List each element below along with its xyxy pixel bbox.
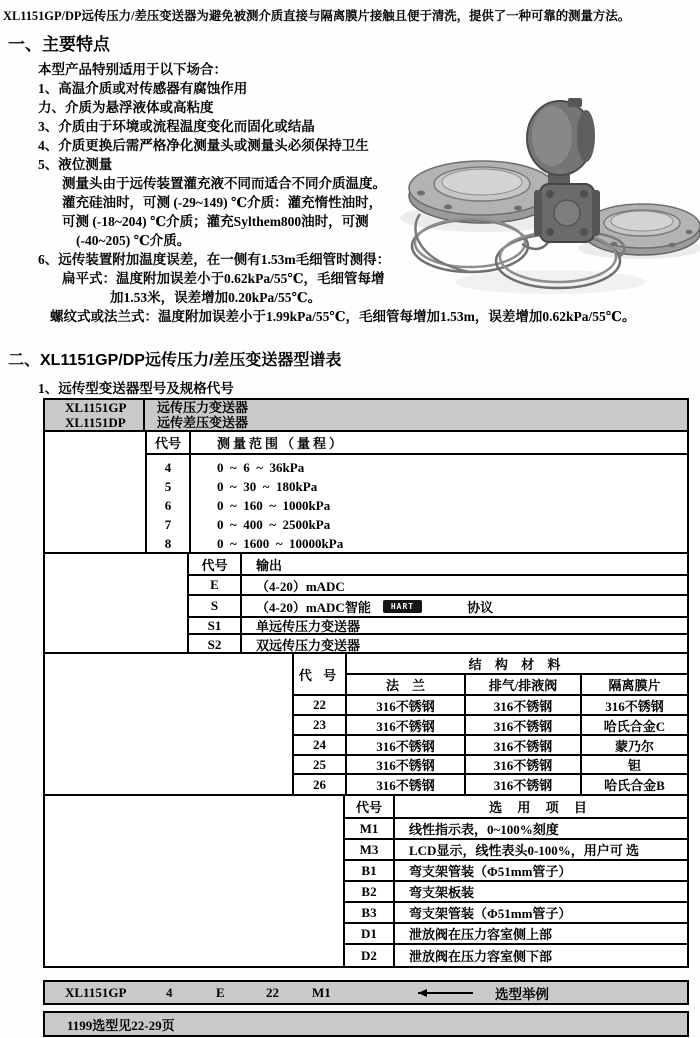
feature-line: 测量头由于远传装置灌充液不同而适合不同介质温度。: [62, 176, 386, 191]
options-spacer-cell: [45, 796, 345, 966]
range-value: 0 ~ 6 ~ 36kPa: [217, 460, 305, 475]
range-code: 8: [164, 536, 172, 551]
output-code-header: 代号: [189, 554, 240, 576]
output-code: E: [189, 576, 240, 596]
materials-diaphragm: 哈氏合金B: [604, 778, 665, 793]
feature-line: 可测 (-18~204) ℃介质；灌充Sylthem800油时，可测: [62, 214, 369, 229]
option-value: 线性指示表，0~100%刻度: [395, 819, 687, 840]
output-code: S2: [207, 636, 222, 652]
range-codes: [147, 455, 189, 553]
example-row: [43, 980, 689, 1005]
options-band: [43, 794, 689, 968]
materials-col-valve: 排气/排液阀: [466, 675, 582, 696]
materials-code: 23: [294, 716, 347, 736]
option-value: 泄放阀在压力容室侧上部: [395, 924, 687, 945]
section2-subtitle: 1、远传型变送器型号及规格代号: [38, 381, 234, 396]
materials-valve: 316不锈钢: [466, 775, 582, 794]
output-band: [43, 552, 689, 654]
example-output-code: E: [216, 984, 225, 1000]
model-codes: [45, 400, 145, 430]
materials-code: 26: [294, 775, 347, 794]
options-header: 选 用 项 目: [395, 796, 687, 819]
model-spec-table: [43, 398, 689, 968]
feature-line: (-40~205) ℃介质。: [76, 233, 191, 248]
model-code-gp: XL1151GP: [65, 400, 127, 415]
range-value: 0 ~ 30 ~ 180kPa: [217, 479, 318, 494]
output-value: 单远传压力变送器: [240, 618, 687, 635]
feature-line: 5、液位测量: [38, 157, 113, 172]
output-code: S1: [189, 618, 240, 635]
range-values: [189, 455, 687, 553]
option-value: 弯支架管装（Φ51mm管子）: [395, 861, 687, 882]
range-code: 6: [164, 498, 172, 513]
materials-valve: 316不锈钢: [466, 696, 582, 716]
footer-note: [43, 1011, 689, 1037]
product-photo: [390, 96, 700, 304]
feature-line: 灌充硅油时，可测 (-29~149) ℃介质：灌充惰性油时，: [62, 195, 383, 210]
range-value: 0 ~ 1600 ~ 10000kPa: [217, 536, 344, 551]
range-code: 5: [164, 479, 172, 494]
materials-valve: 316不锈钢: [466, 716, 582, 736]
output-smart-text: （4-20）mADC智能: [256, 599, 371, 615]
left-seal-flange: [409, 161, 555, 223]
range-code: 4: [164, 460, 172, 475]
option-code: B2: [345, 882, 395, 903]
range-value: 0 ~ 160 ~ 1000kPa: [217, 498, 331, 513]
materials-diaphragm: 哈氏合金C: [582, 716, 687, 736]
materials-code: 24: [294, 736, 347, 756]
range-value: 0 ~ 400 ~ 2500kPa: [217, 517, 331, 532]
footer-text: 1199选型见22-29页: [67, 1017, 175, 1033]
feature-line: 1、高温介质或对传感器有腐蚀作用: [38, 81, 248, 96]
materials-flange: 316不锈钢: [347, 736, 466, 756]
materials-band: [43, 652, 689, 796]
feature-line: 加1.53米，误差增加0.20kPa/55℃。: [110, 290, 322, 305]
materials-spacer-cell: [45, 654, 294, 794]
output-spacer-cell: [45, 554, 189, 654]
model-header-row: [43, 398, 689, 432]
materials-flange: 316不锈钢: [347, 756, 466, 775]
range-band: [43, 430, 689, 554]
model-code-dp: XL1151DP: [65, 415, 126, 430]
hart-logo: HART: [383, 600, 422, 613]
range-code-header: 代号: [147, 432, 189, 455]
option-code: M1: [345, 819, 395, 840]
example-option-code: M1: [312, 984, 331, 1000]
model-descriptions: [145, 400, 687, 430]
materials-col-flange: 法 兰: [347, 675, 466, 696]
option-value: 泄放阀在压力容室侧下部: [409, 949, 553, 964]
materials-flange: 316不锈钢: [347, 696, 466, 716]
materials-group-header: 结 构 材 料: [347, 654, 687, 675]
option-code: M3: [345, 840, 395, 861]
example-material-code: 22: [266, 984, 279, 1000]
feature-line: 本型产品特别适用于以下场合：: [38, 62, 227, 77]
intro-paragraph: XL1151GP/DP远传压力/差压变送器为避免被测介质直接与隔离膜片接触且便于清洗，提供了一种可靠的测量方法。: [3, 9, 631, 23]
feature-line: 力、介质为悬浮液体或高粘度: [38, 100, 214, 115]
feature-line: 扁平式：温度附加误差小于0.62kPa/55℃，毛细管每增: [62, 271, 385, 286]
section2-title: 二、XL1151GP/DP远传压力/差压变送器型谱表: [8, 352, 342, 369]
materials-diaphragm: 钽: [582, 756, 687, 775]
option-value: 弯支架管装（Φ51mm管子）: [395, 903, 687, 924]
feature-line: 3、介质由于环境或流程温度变化而固化或结晶: [38, 119, 315, 134]
materials-diaphragm: 316不锈钢: [582, 696, 687, 716]
output-value: 双远传压力变送器: [240, 635, 687, 654]
range-header: 测量范围（量程）: [189, 432, 687, 455]
option-value: 弯支架板装: [395, 882, 687, 903]
options-code-header: 代号: [345, 796, 395, 819]
materials-code: 25: [294, 756, 347, 775]
option-code: B1: [345, 861, 395, 882]
output-code: S: [189, 596, 240, 618]
output-protocol-text: 协议: [467, 599, 494, 615]
materials-valve: 316不锈钢: [466, 736, 582, 756]
option-code: D1: [345, 924, 395, 945]
range-code: 7: [164, 517, 172, 532]
feature-line: 4、介质更换后需严格净化测量头或测量头必须保持卫生: [38, 138, 369, 153]
example-model: XL1151GP: [65, 984, 127, 1000]
output-header: 输出: [240, 554, 687, 576]
section1-title: 一、主要特点: [8, 35, 110, 54]
model-desc-gp: 远传压力变送器: [157, 400, 249, 415]
materials-flange: 316不锈钢: [347, 716, 466, 736]
materials-valve: 316不锈钢: [466, 756, 582, 775]
right-seal-flange: [584, 204, 700, 255]
range-spacer-cell: [45, 432, 147, 553]
materials-code: 22: [294, 696, 347, 716]
option-value: LCD显示，线性表头0-100%，用户可 选: [395, 840, 687, 861]
materials-flange: 316不锈钢: [347, 775, 466, 794]
output-value: （4-20）mADC: [240, 576, 687, 596]
option-code: B3: [345, 903, 395, 924]
example-range-code: 4: [166, 984, 173, 1000]
materials-diaphragm: 蒙乃尔: [582, 736, 687, 756]
option-code: D2: [345, 945, 395, 966]
model-desc-dp: 远传差压变送器: [157, 415, 249, 430]
feature-line: 6、远传装置附加温度误差，在一侧有1.53m毛细管时测得：: [38, 252, 391, 267]
example-label: 选型举例: [495, 986, 549, 1002]
materials-code-header: 代 号: [294, 654, 347, 696]
output-value-smart: [240, 596, 687, 618]
materials-col-diaphragm: 隔离膜片: [582, 675, 687, 696]
feature-line: 螺纹式或法兰式：温度附加误差小于1.99kPa/55℃，毛细管每增加1.53m，误差增加0.62kPa/55℃。: [50, 309, 636, 324]
